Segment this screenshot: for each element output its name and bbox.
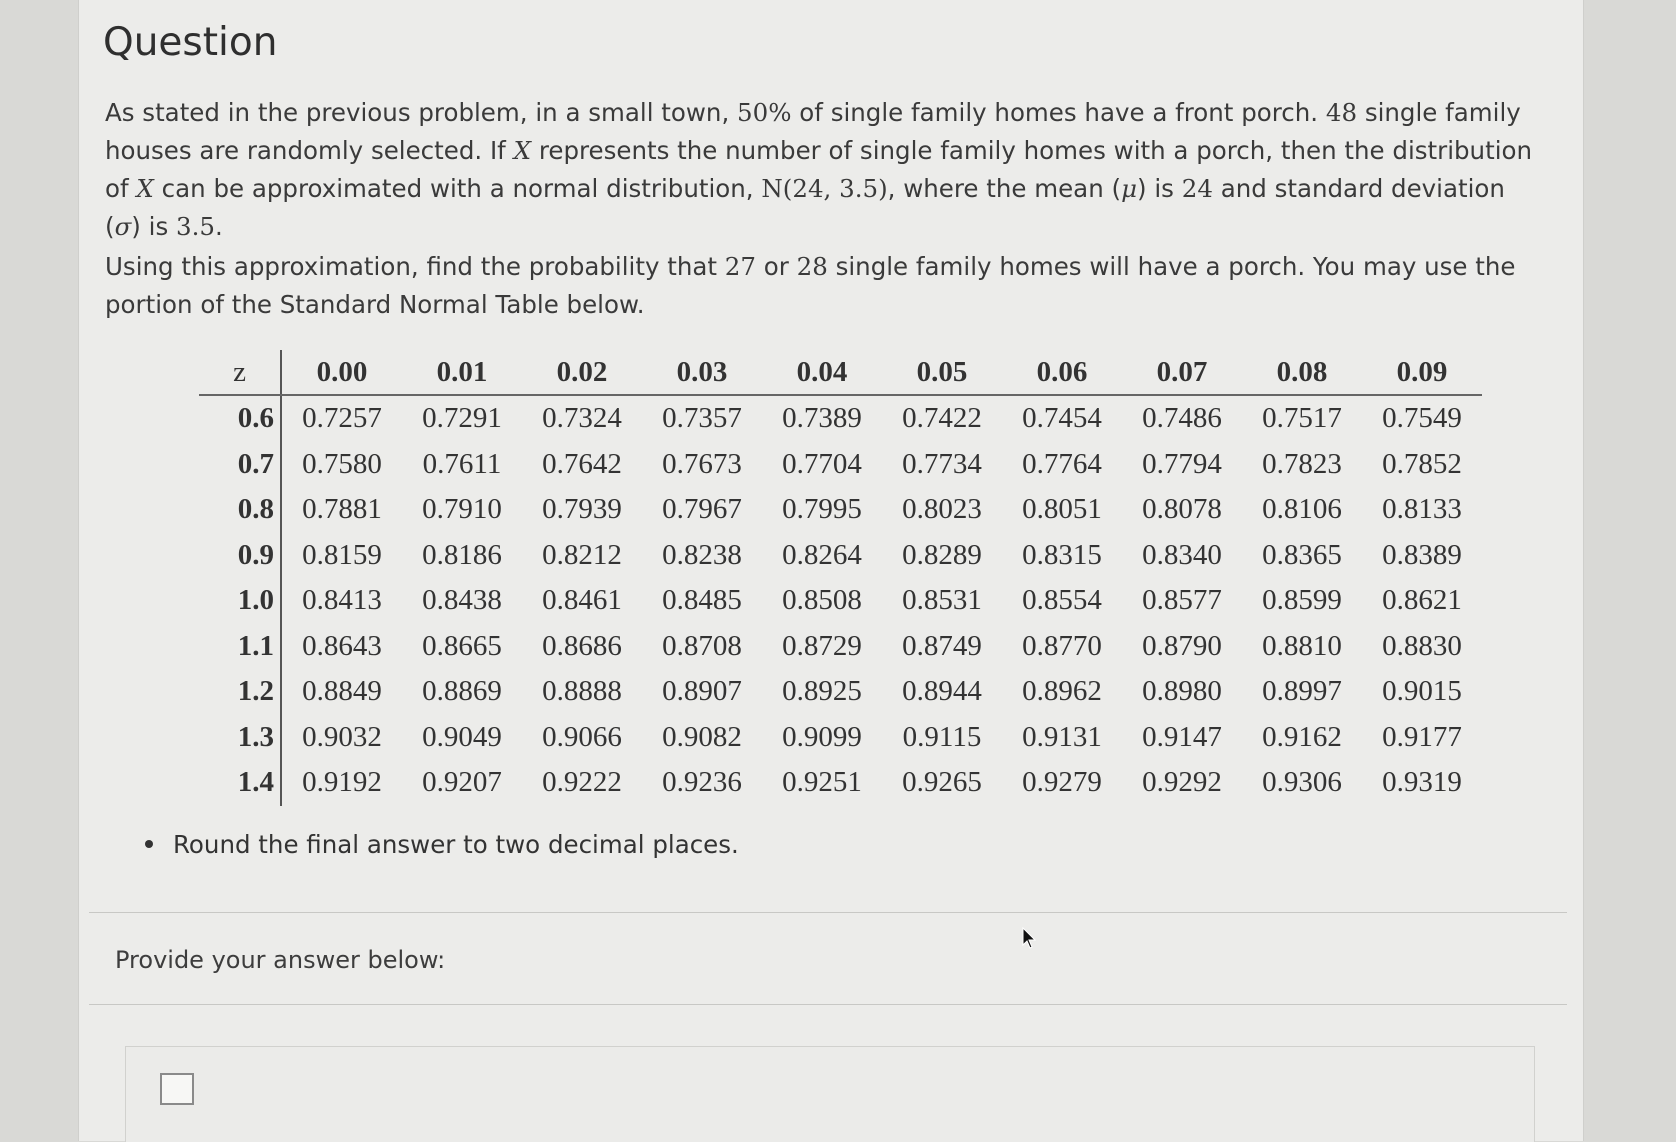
text-run: and standard deviation ( <box>105 174 1505 241</box>
probability-cell: 0.8749 <box>902 629 982 662</box>
math-variable-x: X <box>136 174 154 203</box>
column-header: 0.09 <box>1362 350 1482 395</box>
math-mean: 24 <box>1181 174 1213 203</box>
z-value-cell: 1.2 <box>199 669 281 715</box>
probability-cell: 0.8849 <box>302 675 382 708</box>
probability-cell: 0.9306 <box>1262 766 1342 799</box>
probability-cell: 0.9265 <box>902 766 982 799</box>
probability-cell: 0.7910 <box>422 493 502 526</box>
section-divider <box>89 912 1567 913</box>
column-header: 0.03 <box>642 350 762 395</box>
probability-cell: 0.8159 <box>302 538 382 571</box>
probability-cell: 0.8413 <box>302 584 382 617</box>
probability-cell: 0.8212 <box>542 538 622 571</box>
probability-cell: 0.9251 <box>782 766 862 799</box>
probability-cell: 0.8980 <box>1142 675 1222 708</box>
mouse-pointer-icon <box>1022 927 1036 949</box>
text-run: single family houses are randomly selected. If <box>105 98 1521 165</box>
z-value-cell: 0.6 <box>199 395 281 442</box>
column-header: 0.02 <box>522 350 642 395</box>
probability-cell: 0.8643 <box>302 629 382 662</box>
probability-cell: 0.8708 <box>662 629 742 662</box>
probability-cell: 0.7764 <box>1022 447 1102 480</box>
probability-cell: 0.8810 <box>1262 629 1342 662</box>
probability-cell: 0.7422 <box>902 402 982 435</box>
math-percent: 50% <box>737 98 792 127</box>
probability-cell: 0.7517 <box>1262 402 1342 435</box>
probability-cell: 0.7967 <box>662 493 742 526</box>
probability-cell: 0.8340 <box>1142 538 1222 571</box>
probability-cell: 0.8554 <box>1022 584 1102 617</box>
question-title: Question <box>103 20 278 65</box>
probability-cell: 0.9015 <box>1382 675 1462 708</box>
probability-cell: 0.7642 <box>542 447 622 480</box>
table-body <box>199 395 1482 806</box>
probability-cell: 0.7486 <box>1142 402 1222 435</box>
probability-cell: 0.9236 <box>662 766 742 799</box>
probability-cell: 0.8770 <box>1022 629 1102 662</box>
probability-cell: 0.7852 <box>1382 447 1462 480</box>
section-divider <box>89 1004 1567 1005</box>
probability-cell: 0.7611 <box>422 447 502 480</box>
probability-cell: 0.7794 <box>1142 447 1222 480</box>
probability-cell: 0.8106 <box>1262 493 1342 526</box>
question-paragraph-2 <box>105 248 1545 324</box>
bullet-dot-icon <box>145 840 153 848</box>
probability-cell: 0.8315 <box>1022 538 1102 571</box>
instruction-text: Round the final answer to two decimal places. <box>173 830 739 859</box>
math-sigma: σ <box>114 212 132 241</box>
math-sd: 3.5 <box>176 212 215 241</box>
table-row <box>199 395 1482 442</box>
column-header: 0.01 <box>402 350 522 395</box>
probability-cell: 0.7673 <box>662 447 742 480</box>
z-value-cell: 0.7 <box>199 442 281 488</box>
probability-cell: 0.9115 <box>902 720 982 753</box>
table-row <box>199 442 1482 488</box>
text-run: , where the mean ( <box>887 174 1122 203</box>
probability-cell: 0.8133 <box>1382 493 1462 526</box>
text-run: Using this approximation, find the probability that <box>105 252 725 281</box>
probability-cell: 0.9032 <box>302 720 382 753</box>
probability-cell: 0.8997 <box>1262 675 1342 708</box>
text-run: As stated in the previous problem, in a small town, <box>105 98 738 127</box>
table-row <box>199 624 1482 670</box>
text-run: can be approximated with a normal distribution, <box>153 174 762 203</box>
probability-cell: 0.7704 <box>782 447 862 480</box>
probability-cell: 0.8925 <box>782 675 862 708</box>
math-value-b: 28 <box>796 252 828 281</box>
probability-cell: 0.8365 <box>1262 538 1342 571</box>
probability-cell: 0.7580 <box>302 447 382 480</box>
math-value-a: 27 <box>724 252 756 281</box>
probability-cell: 0.8461 <box>542 584 622 617</box>
probability-cell: 0.8830 <box>1382 629 1462 662</box>
table-row <box>199 669 1482 715</box>
standard-normal-table <box>199 350 1482 806</box>
text-run: of single family homes have a front porch. <box>791 98 1326 127</box>
answer-area <box>125 1046 1535 1142</box>
probability-cell: 0.9131 <box>1022 720 1102 753</box>
probability-cell: 0.9082 <box>662 720 742 753</box>
text-run: represents the number of single family homes with a porch, then the distribution of <box>105 136 1533 203</box>
table-row <box>199 533 1482 579</box>
probability-cell: 0.8577 <box>1142 584 1222 617</box>
column-header: 0.06 <box>1002 350 1122 395</box>
probability-cell: 0.9147 <box>1142 720 1222 753</box>
probability-cell: 0.7823 <box>1262 447 1342 480</box>
answer-input[interactable] <box>160 1073 194 1105</box>
probability-cell: 0.8051 <box>1022 493 1102 526</box>
probability-cell: 0.8389 <box>1382 538 1462 571</box>
probability-cell: 0.7454 <box>1022 402 1102 435</box>
probability-cell: 0.9279 <box>1022 766 1102 799</box>
probability-cell: 0.8962 <box>1022 675 1102 708</box>
probability-cell: 0.9192 <box>302 766 382 799</box>
probability-cell: 0.8888 <box>542 675 622 708</box>
column-header: 0.08 <box>1242 350 1362 395</box>
probability-cell: 0.8790 <box>1142 629 1222 662</box>
probability-cell: 0.9162 <box>1262 720 1342 753</box>
probability-cell: 0.9099 <box>782 720 862 753</box>
z-value-cell: 1.3 <box>199 715 281 761</box>
question-panel <box>78 0 1584 1141</box>
z-value-cell: 0.8 <box>199 487 281 533</box>
probability-cell: 0.7549 <box>1382 402 1462 435</box>
math-sample-size: 48 <box>1325 98 1358 127</box>
probability-cell: 0.8665 <box>422 629 502 662</box>
math-distribution: N(24, 3.5) <box>761 174 888 203</box>
probability-cell: 0.8289 <box>902 538 982 571</box>
z-value-cell: 1.1 <box>199 624 281 670</box>
probability-cell: 0.7995 <box>782 493 862 526</box>
probability-cell: 0.8869 <box>422 675 502 708</box>
text-run: ) is <box>131 212 177 241</box>
z-value-cell: 0.9 <box>199 533 281 579</box>
probability-cell: 0.8907 <box>662 675 742 708</box>
probability-cell: 0.8264 <box>782 538 862 571</box>
probability-cell: 0.8438 <box>422 584 502 617</box>
z-value-cell: 1.0 <box>199 578 281 624</box>
probability-cell: 0.9222 <box>542 766 622 799</box>
answer-prompt: Provide your answer below: <box>115 946 446 974</box>
probability-cell: 0.8729 <box>782 629 862 662</box>
column-header: 0.00 <box>281 350 402 395</box>
probability-cell: 0.7939 <box>542 493 622 526</box>
probability-cell: 0.7881 <box>302 493 382 526</box>
probability-cell: 0.8238 <box>662 538 742 571</box>
probability-cell: 0.8023 <box>902 493 982 526</box>
text-run: ) is <box>1137 174 1182 203</box>
probability-cell: 0.9319 <box>1382 766 1462 799</box>
text-run: . <box>214 212 223 241</box>
probability-cell: 0.8485 <box>662 584 742 617</box>
table-row <box>199 578 1482 624</box>
probability-cell: 0.7357 <box>662 402 742 435</box>
probability-cell: 0.9066 <box>542 720 622 753</box>
probability-cell: 0.8944 <box>902 675 982 708</box>
probability-cell: 0.8599 <box>1262 584 1342 617</box>
probability-cell: 0.7389 <box>782 402 862 435</box>
text-run: single family homes will have a porch. You may use the portion of the Standard Normal Table below. <box>105 252 1516 319</box>
probability-cell: 0.9177 <box>1382 720 1462 753</box>
probability-cell: 0.8621 <box>1382 584 1462 617</box>
probability-cell: 0.9049 <box>422 720 502 753</box>
instruction-bullet <box>145 830 739 859</box>
probability-cell: 0.8531 <box>902 584 982 617</box>
table-row <box>199 715 1482 761</box>
table-header-row <box>199 350 1482 395</box>
probability-cell: 0.7257 <box>302 402 382 435</box>
column-header: 0.05 <box>882 350 1002 395</box>
table-row <box>199 760 1482 806</box>
z-value-cell: 1.4 <box>199 760 281 806</box>
probability-cell: 0.7291 <box>422 402 502 435</box>
probability-cell: 0.9292 <box>1142 766 1222 799</box>
column-header: 0.07 <box>1122 350 1242 395</box>
probability-cell: 0.9207 <box>422 766 502 799</box>
math-variable-x: X <box>513 136 532 165</box>
table-row <box>199 487 1482 533</box>
question-paragraph-1 <box>105 94 1545 246</box>
probability-cell: 0.8078 <box>1142 493 1222 526</box>
probability-cell: 0.8686 <box>542 629 622 662</box>
probability-cell: 0.8186 <box>422 538 502 571</box>
z-column-header: z <box>199 350 281 395</box>
probability-cell: 0.7734 <box>902 447 982 480</box>
probability-cell: 0.8508 <box>782 584 862 617</box>
text-run: or <box>755 252 797 281</box>
column-header: 0.04 <box>762 350 882 395</box>
math-mu: μ <box>1121 174 1138 203</box>
probability-cell: 0.7324 <box>542 402 622 435</box>
